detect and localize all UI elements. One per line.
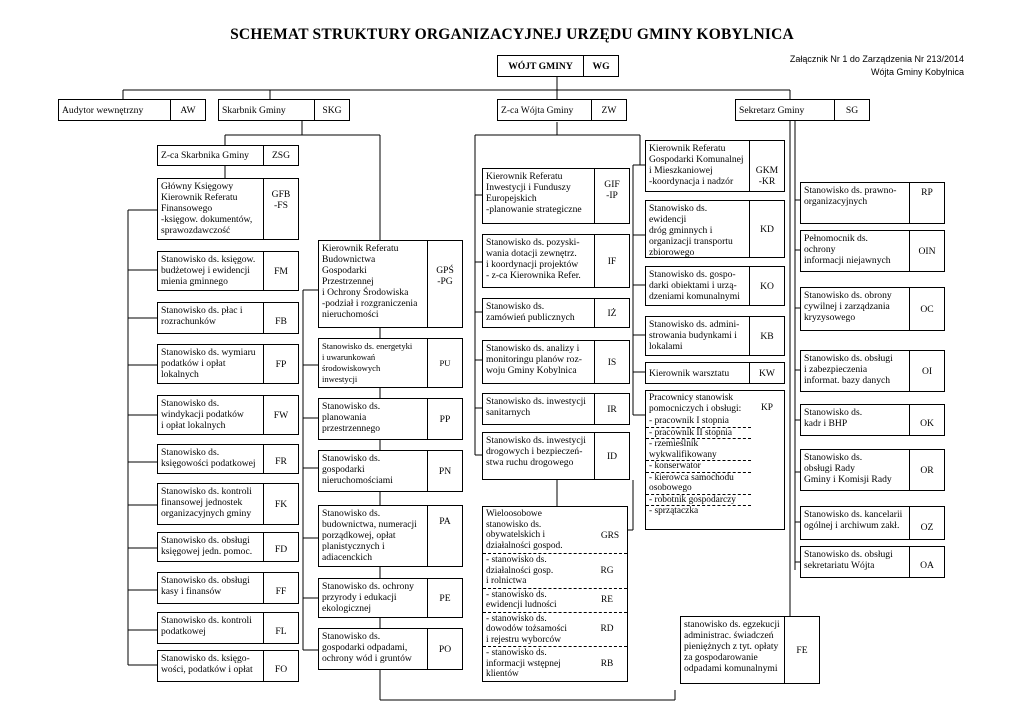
box-name: Audytor wewnętrzny xyxy=(62,104,144,116)
box-oi xyxy=(800,350,945,392)
box-name: Pracownicy stanowisk pomocniczych i obsługi: xyxy=(649,393,742,414)
box-pe xyxy=(318,578,463,618)
box-zsg xyxy=(157,145,299,166)
box-code: OIN xyxy=(909,231,944,271)
box-ok xyxy=(800,404,945,436)
box-name: Stanowisko ds. księgow. budżetowej i ewidencji mienia gminnego xyxy=(161,254,256,287)
box-kb xyxy=(645,316,785,356)
kp-item: - pracownik I stopnia xyxy=(649,416,729,426)
box-name: Stanowisko ds. inwestycji drogowych i bezpieczeń- stwa ruchu drogowego xyxy=(486,435,586,468)
sub-code: RG xyxy=(600,565,614,576)
sub-code: RE xyxy=(601,594,613,605)
kp-item: - sprzątaczka xyxy=(646,505,751,517)
box-gps xyxy=(318,240,463,328)
box-id xyxy=(482,432,630,480)
box-pp xyxy=(318,398,463,440)
box-fr xyxy=(157,444,299,474)
box-fe xyxy=(680,616,820,684)
box-kw xyxy=(645,362,785,384)
box-name: Stanowisko ds. obsługi kasy i finansów xyxy=(161,575,250,597)
box-name: Stanowisko ds. gospo- darki obiektami i urzą- dzeniami komunalnymi xyxy=(649,269,740,302)
box-audytor xyxy=(58,99,206,121)
kp-item: - pracownik II stopnia xyxy=(646,427,751,439)
kp-item: - robotnik gospodarczy xyxy=(646,494,751,506)
box-code: FB xyxy=(263,303,298,333)
box-code: IR xyxy=(594,394,629,424)
box-code: OZ xyxy=(909,507,944,539)
box-code: FR xyxy=(263,445,298,473)
box-code: WG xyxy=(583,56,618,76)
box-ko xyxy=(645,266,785,306)
box-name: Stanowisko ds. analizy i monitoringu planów roz- woju Gminy Kobylnica xyxy=(486,343,582,376)
box-code: KB xyxy=(749,317,784,355)
box-code: OC xyxy=(909,288,944,330)
annex-line-2: Wójta Gminy Kobylnica xyxy=(870,67,964,77)
box-name: stanowisko ds. egzekucji administrac. świadczeń pieniężnych z tyt. opłaty za gospodarowanie odpadami komunalnymi xyxy=(684,619,780,674)
box-name: Stanowisko ds. księgowości podatkowej xyxy=(161,447,256,469)
box-fl xyxy=(157,612,299,644)
box-name: Stanowisko ds. wymiaru podatków i opłat lokalnych xyxy=(161,347,256,380)
box-oc xyxy=(800,287,945,331)
box-code: KD xyxy=(749,201,784,257)
box-pu xyxy=(318,338,463,388)
box-kd xyxy=(645,200,785,258)
box-code: AW xyxy=(170,100,205,120)
box-iz xyxy=(482,298,630,328)
box-name: Stanowisko ds. admini- strowania budynkami i lokalami xyxy=(649,319,740,352)
box-code: ZSG xyxy=(263,146,298,165)
box-code: GFB -FS xyxy=(263,179,298,239)
box-name: Kierownik Referatu Budownictwa Gospodarki Przestrzennej i Ochrony Środowiska -podział i rozgraniczenia nieruchomości xyxy=(322,243,418,320)
box-code: ID xyxy=(594,433,629,479)
grs-sub-rb xyxy=(483,646,627,681)
box-skarbnik xyxy=(218,99,350,121)
box-name: Kierownik Referatu Inwestycji i Funduszy Europejskich -planowanie strategiczne xyxy=(486,171,582,215)
box-wojt-gminy xyxy=(497,55,619,77)
box-code: PN xyxy=(427,451,462,491)
box-code: KP xyxy=(761,403,773,413)
grs-sub-rd xyxy=(483,612,627,647)
box-zca-wojta xyxy=(497,99,627,121)
box-pn xyxy=(318,450,463,492)
box-name: Stanowisko ds. inwestycji sanitarnych xyxy=(486,396,586,418)
box-code: FK xyxy=(263,484,298,524)
box-name: Stanowisko ds. pozyski- wania dotacji zewnętrz. i koordynacji projektów - z-ca Kierownika Refer. xyxy=(486,237,581,281)
box-name: Stanowisko ds. ochrony przyrody i edukacji ekologicznej xyxy=(322,581,414,614)
box-name: Kierownik Referatu Gospodarki Komunalnej i Mieszkaniowej -koordynacja i nadzór xyxy=(649,143,744,187)
box-code: FF xyxy=(263,573,298,603)
box-name: Stanowisko ds. kadr i BHP xyxy=(804,407,863,429)
box-name: Stanowisko ds. zamówień publicznych xyxy=(486,301,575,323)
kp-item: - konserwator xyxy=(646,460,751,472)
box-code: GIF -IP xyxy=(594,169,629,223)
box-name: Stanowisko ds. prawno- organizacyjnych xyxy=(804,185,897,207)
kp-items xyxy=(646,416,751,517)
box-code: FL xyxy=(263,613,298,643)
box-code: FD xyxy=(263,533,298,561)
box-sekretarz xyxy=(735,99,870,121)
box-pa xyxy=(318,505,463,567)
box-name: Sekretarz Gminy xyxy=(739,104,805,116)
box-code: PU xyxy=(427,339,462,387)
box-name: Skarbnik Gminy xyxy=(222,104,286,116)
grs-sub-rg xyxy=(483,553,627,588)
box-name: Stanowisko ds. budownictwa, numeracji porządkowej, opłat planistycznych i adiacenckich xyxy=(322,508,417,563)
box-ff xyxy=(157,572,299,604)
grs-sub-re xyxy=(483,588,627,612)
box-name: Pełnomocnik ds. ochrony informacji niejawnych xyxy=(804,233,891,266)
sub-name: - stanowisko ds. dowodów tożsamości i rejestru wyborców xyxy=(486,613,567,645)
box-name: Stanowisko ds. kancelarii ogólnej i archiwum zakł. xyxy=(804,509,903,531)
box-name: Stanowisko ds. ewidencji dróg gminnych i organizacji transportu zbiorowego xyxy=(649,203,733,257)
kp-head xyxy=(646,391,784,416)
sub-code: RB xyxy=(600,658,614,669)
box-name: Stanowisko ds. obsługi i zabezpieczenia informat. bazy danych xyxy=(804,353,893,386)
box-code: FO xyxy=(263,651,298,681)
box-gkm xyxy=(645,140,785,192)
sub-name: - stanowisko ds. działalności gosp. i rolnictwa xyxy=(486,555,554,586)
box-name: Stanowisko ds. płac i rozrachunków xyxy=(161,305,243,327)
box-code: KW xyxy=(749,363,784,383)
box-name: Stanowisko ds. gospodarki odpadami, ochrony wód i gruntów xyxy=(322,631,412,664)
box-code: FP xyxy=(263,345,298,383)
box-if xyxy=(482,234,630,288)
box-oz xyxy=(800,506,945,540)
annex-line-1: Załącznik Nr 1 do Zarządzenia Nr 213/2014 xyxy=(789,54,964,64)
box-fw xyxy=(157,395,299,435)
box-fk xyxy=(157,483,299,525)
grs-head xyxy=(483,507,627,553)
kp-item: - kierowca samochodu osobowego xyxy=(646,472,751,494)
page-title: SCHEMAT STRUKTURY ORGANIZACYJNEJ URZĘDU GMINY KOBYLNICA xyxy=(230,26,794,43)
box-oa xyxy=(800,546,945,578)
box-code: PO xyxy=(427,629,462,669)
box-code: FW xyxy=(263,396,298,434)
box-ir xyxy=(482,393,630,425)
box-name: Stanowisko ds. księgo- wości, podatków i opłat xyxy=(161,653,253,675)
box-fp xyxy=(157,344,299,384)
box-name: Stanowisko ds. obsługi Rady Gminy i Komisji Rady xyxy=(804,452,892,485)
box-code: SKG xyxy=(314,100,349,120)
box-name: Z-ca Wójta Gminy xyxy=(501,104,574,116)
box-name: Stanowisko ds. kontroli podatkowej xyxy=(161,615,252,637)
box-code: OK xyxy=(909,405,944,435)
box-code: OA xyxy=(909,547,944,577)
box-code: FE xyxy=(784,617,819,683)
box-fo xyxy=(157,650,299,682)
box-name: Stanowisko ds. obsługi sekretariatu Wójta xyxy=(804,549,893,571)
box-name: Stanowisko ds. kontroli finansowej jednostek organizacyjnych gminy xyxy=(161,486,252,519)
box-name: Stanowisko ds. windykacji podatków i opłat lokalnych xyxy=(161,398,244,431)
box-code: GKM -KR xyxy=(749,141,784,191)
box-code: PA xyxy=(427,506,462,566)
box-code: RP xyxy=(909,183,944,223)
box-code: GPŚ -PG xyxy=(427,241,462,327)
box-name: Wieloosobowe stanowisko ds. obywatelskich i działalności gospod. xyxy=(486,509,563,551)
sub-code: RD xyxy=(600,624,614,634)
box-code: SG xyxy=(834,100,869,120)
box-code: IŻ xyxy=(594,299,629,327)
box-code: GRS xyxy=(600,531,620,541)
box-rp xyxy=(800,182,945,224)
box-or xyxy=(800,449,945,491)
box-name: WÓJT GMINY xyxy=(508,60,573,72)
box-name: Z-ca Skarbnika Gminy xyxy=(161,150,249,161)
box-name: Kierownik warsztatu xyxy=(649,367,730,379)
box-code: KO xyxy=(749,267,784,305)
box-code: OI xyxy=(909,351,944,391)
box-code: PP xyxy=(427,399,462,439)
box-code: FM xyxy=(263,252,298,290)
box-gif xyxy=(482,168,630,224)
sub-name: - stanowisko ds. ewidencji ludności xyxy=(486,589,557,610)
box-code: OR xyxy=(909,450,944,490)
box-oin xyxy=(800,230,945,272)
box-code: PE xyxy=(427,579,462,617)
box-name: Stanowisko ds. obsługi księgowej jedn. pomoc. xyxy=(161,535,253,557)
box-code: IF xyxy=(594,235,629,287)
box-kp-group xyxy=(645,390,785,530)
box-grs-group xyxy=(482,506,628,682)
box-fm xyxy=(157,251,299,291)
box-name: Stanowisko ds. planowania przestrzennego xyxy=(322,401,381,434)
box-po xyxy=(318,628,463,670)
box-name: Stanowisko ds. obrony cywilnej i zarządzania kryzysowego xyxy=(804,290,892,323)
box-name: Główny Księgowy Kierownik Referatu Finansowego -księgow. dokumentów, sprawozdawczość xyxy=(161,181,253,236)
box-name: Stanowisko ds. gospodarki nieruchomościami xyxy=(322,453,393,486)
sub-name: - stanowisko ds. informacji wstępnej klientów xyxy=(486,648,561,679)
box-name: Stanowisko ds. energetyki i uwarunkowań środowiskowych inwestycji xyxy=(322,341,413,384)
box-code: ZW xyxy=(591,100,626,120)
box-code: IS xyxy=(594,341,629,383)
box-gfb xyxy=(157,178,299,240)
box-fd xyxy=(157,532,299,562)
kp-item: - rzemieślnik wykwalifikowany xyxy=(646,438,751,460)
box-is xyxy=(482,340,630,384)
box-fb xyxy=(157,302,299,334)
